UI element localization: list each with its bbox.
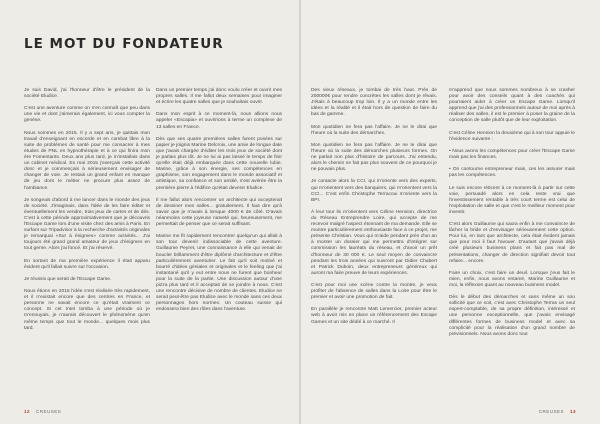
text-column-1 xyxy=(24,88,150,338)
paragraph: Le suis encore réticent à ce moment-là à partir sur cette voie, persuadé alors en cela reste vrai que l'investissement rentable à très court terme est celui de l'exploitation de salle et que c'est le meilleur moment pour investir. xyxy=(449,185,575,215)
paragraph: Mon quotidien ne fera pas l'affaire. Je ne le dirai que l'heure où la suite des démarches plusieurs formes. On ne parlait non plus d'histoire de parcours. J'ai entendu, alors le chemin ne fait pas plus souvent de ce pourquoi je ne pouvais plus. xyxy=(311,142,437,173)
paragraph: Dans mon esprit à ce moment-là, nous allions nous appeler «Escapia» et ouvririons à terme un complexe de 13 salles en France. xyxy=(156,112,282,130)
text-column-4 xyxy=(449,88,575,344)
paragraph: Des vieux réseaux, je tombai de très haut. Près de 200000€ pour rendre concrètes les salles dont je rêvais. J'étais à beaucoup trop loin. Il y a un monde entre les idées et la réalité et il était hors de question de faire du bas de gamme. xyxy=(311,88,437,118)
paragraph: Nous sommes en 2015. Il y a sept ans, je quittais mon travail d'enseignant en escorde et en combat libre à la suite de problèmes de santé pour me consacrer à mes études de PNL en hypnothérapie et à ce qui finira mon ère Fomentants. Deux ans plus tard, je m'installais dans un cabinet médical. En mai 2015 j'exerçais cette activité donc et je commençais à sérieusement envisager de changer de voie. Je restais un grand enfant en manque de jeu dont le métier ne procure plus assez de l'ambiance. xyxy=(24,130,150,191)
text-column-3 xyxy=(311,88,437,332)
paragraph: m'apprend que nous sommes nombreux à se crasher pour avoir des conseils quant à des coachés qui pourraient aider à créer un Escape Game. Lorsqu'il apprend que j'ai des professionnels autour de moi après à réaliser des salles, il est le premier à poser la graine de la conception de salle plutôt que de leur exploitation. xyxy=(449,88,575,124)
folio-left xyxy=(24,409,61,414)
paragraph: Je suis David, j'ai l'honneur d'être le président de la société Eludice. xyxy=(24,88,150,100)
paragraph: C'est Céline Hennion la deuxième qui à son tour appuie le l'évidence suivante : xyxy=(449,130,575,142)
paragraph: En sortant de ma première expérience il était apparu évident qu'il fallait suivre sur l'occasion. xyxy=(24,258,150,270)
paragraph: • On contourne entrepreneur mais, ces les assurer mais pas les compétences. xyxy=(449,167,575,179)
paragraph: À leur tour ils m'orientent vers Céline Hennion, directrice du Réseau Entreprendre Loire, qui accepte de me recevoir malgré l'aspect étonnant de ma demande. Elle se montre particulièrement enthousiaste face à ce projet, me présente Christian. Vous qui m'aide pendant près d'un an à monter un dossier qui me permettra d'intégrer sur commission les lauréats du réseau, et d'avoir un prêt d'honneur de 30 000 €. Le seul moyen de convaincre pendant les trois années qui suivront par Didier Chabert et Patrick Duboin, deux entrepreneurs généreux qui auront ma faire preuve de leurs expériences. xyxy=(311,209,437,276)
paragraph: C'est pour moi une scène contre la montre, je veux profiter de l'absence de salles dans la Loire pour être le premier et avoir une promotion de fait. xyxy=(311,283,437,301)
paragraph: Dès que ses quatre premières salles furent posées sur papier je joignis Marine Delcroix, une amie de longue date que j'avais chargée d'éditer les trois jeux de société dont je parlais plus tôt. Je ne lui ai pas laissé le temps de finir qu'elle était déjà embarquée dans cette nouvelle lubie. Marine, grâce à son énergie, ses compétences en graphisme, son engagement dans le monde associatif et artistique, sa confiance et son amitié, s'est avérée être la première pierre à l'édifice qu'était devenir Eludice. xyxy=(156,136,282,191)
page-number-left: 12 xyxy=(24,409,31,414)
paragraph: Dans un premier temps j'ai donc voulu créer et ouvrir mes propres salles. Il me fallut deux semaines pour imaginer et écrire les quatre salles que je souhaitais ouvrir. xyxy=(156,88,282,106)
folio-label-right: CREUSES xyxy=(538,409,564,414)
paragraph: C'est alors Guillaume qui saura enfin à me convaincre de lâcher la bride et d'envisager sérieusement cette option. Pour lui, en tant que architecte, cela était évident jamais que pour moi il faut l'avouer. D'autant que j'avais déjà créé plusieurs business plans et fait pas mal de présentations, changer de direction signifiait devoir tout refaire... encore. xyxy=(449,222,575,264)
paragraph: C'est une aventure comme on n'en connaît que peu dans une vie et dont j'aimerais également, ici vous compter la genèse. xyxy=(24,106,150,124)
paragraph: Faire un choix, c'est faire un deuil. Lorsque j'eus fait le mien, enfin, nous avons entamé, Marine Guillaume et moi, la réflexion quant au nouveau business model. xyxy=(449,270,575,288)
paragraph: Je songeais d'abord à me lancer dans le monde des jeux de société. J'imaginais, dans l'idée de les faire éditer et éventuellement les vendre, trois jeux de cartes et de dés. C'est à cette période approximativement que je découvris l'Escape Game lors d'une visite chez des amis à Paris. En surfant sur Tripadvisor à la recherche d'activités originales je remarquai «Sur à énigmes» comme activités... J'ai toujours été grand grand amateur de jeux d'énigmes en tout genre. Alors j'ai foncé. Et j'ai réservé. xyxy=(24,197,150,252)
folio-label-left: CREUSES xyxy=(36,409,62,414)
folio-right xyxy=(539,409,576,414)
page-number-right: 13 xyxy=(569,409,576,414)
paragraph: Je réussis que serait de l'Escape Game. xyxy=(24,276,112,282)
text-column-2 xyxy=(156,88,282,320)
paragraph: Il me fallut alors rencontrer un architecte qui accepterait de dessiner mes salles... gratuitement. Il faut dire qu'à savoir que je n'avais à lorsque 4000 € de côté. D'avais néanmoins cette joyeuse naïveté qui, heureusement, me permettait de penser que ce serait suffisant. xyxy=(156,197,282,228)
paragraph: Mon quotidien ne fera pas l'affaire. Je ne le dirai que l'heure où la suite des démarches. xyxy=(311,124,437,136)
page-title: LE MOT DU FONDATEUR xyxy=(24,36,224,52)
paragraph: Je contacte alors la CCI, qui m'oriente vers des experts, qui m'orientent vers des banquiers, qui m'orientent vers la CCI... C'est enfin Christophe Terracoui m'oriente vers la BPI. xyxy=(311,179,437,203)
paragraph: • Nous avons les compétences pour créer l'Escape Game mais pas les finances. xyxy=(449,148,575,161)
paragraph: Dès le début des démarches et sans même un sou sollicité que ce soit, c'est avec Christophe Terras un seul expert-comptable, de sa propre définition, intéressé et une personne exceptionnelle, que j'avais envisagé différentes formes de business model et avec sa complicité pour la réalisation d'un grand nombre de prévisionnels. Nous avons donc tout xyxy=(449,295,575,337)
paragraph: Marine me fit rapidement rencontrer quelqu'un qui allait à son tour devenir indissociable de cette aventure. Guillaume Peyret, une connaissance à elle qui venait de boucler brillamment d'être diplômé d'architecture et d'être particulièrement aventurier. Le fait qu'il soit motivé et bourré d'idées géniales et originales et le feeling que j'ai instantané qu'il y eut entre nous ne furent que bonheur pour la suite de la partie. Une discussion autour d'une pizza plus tard et il acceptait de se joindre à nous. C'est une rencontre décisive de nombre de clientes. Eludice ne serait peut-être pas Eludice avec le monde sans ces deux personnages hors normes. Un couteau suisse qui endossera bien des rôles dans l'aventure. xyxy=(156,234,282,313)
paragraph: Nous étions en 2015 l'idée s'est réalisée très rapidement, et il n'existait encore que des centres en France, et personne ne savait encore ce qu'était vraiment ce concept. Si cet Intel tomba à une période où je m'ennuyais, je n'aurais découvert le phénomène qu'en même temps que tout le monde... quelques mois plus tard. xyxy=(24,289,150,331)
paragraph: En parallèle je rencontre Matt Lemercier, premier acteur web à avoir mis en place un référencement des Escape Games et un site dédié à ce marché. Il xyxy=(311,307,437,325)
